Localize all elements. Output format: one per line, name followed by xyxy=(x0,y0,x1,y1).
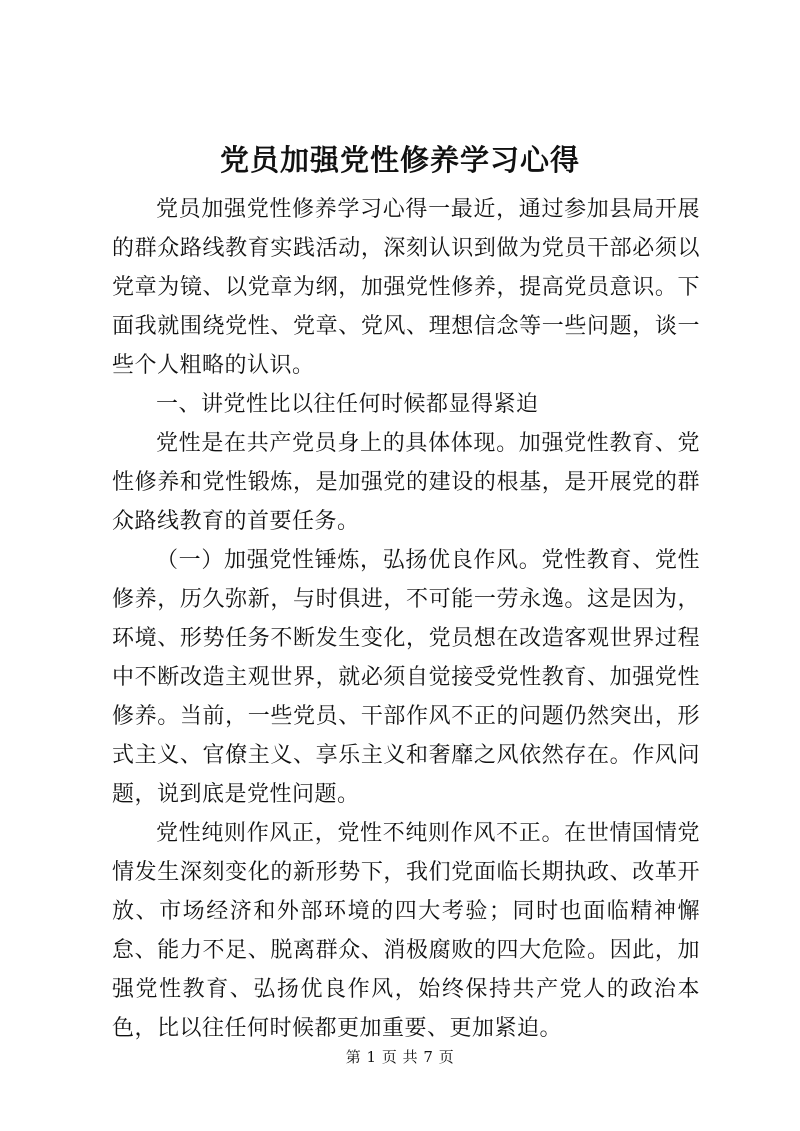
paragraph-intro: 党员加强党性修养学习心得一最近，通过参加县局开展的群众路线教育实践活动，深刻认识到做为党员干部必须以党章为镜、以党章为纲，加强党性修养，提高党员意识。下面我就围绕党性、党章、党风、理想信念等一些问题，谈一些个人粗略的认识。 xyxy=(112,197,700,378)
paragraph-party-spirit: 党性是在共产党员身上的具体体现。加强党性教育、党性修养和党性锻炼，是加强党的建设的根基，是开展党的群众路线教育的首要任务。 xyxy=(112,431,700,534)
page-footer: 第 1 页 共 7 页 xyxy=(345,1048,455,1066)
document-body xyxy=(112,190,700,1048)
subsection-heading-1: （一）加强党性锤炼，弘扬优良作风。党性教育、党性修养，历久弥新，与时俱进，不可能一劳永逸。这是因为，环境、形势任务不断发生变化，党员想在改造客观世界过程中不断改造主观世界，就必须自觉接受党性教育、加强党性修养。当前，一些党员、干部作风不正的问题仍然突出，形式主义、官僚主义、享乐主义和奢靡之风依然存在。作风问题，说到底是党性问题。 xyxy=(112,548,700,807)
document-title: 党员加强党性修养学习心得 xyxy=(219,143,580,177)
section-heading-1: 一、讲党性比以往任何时候都显得紧迫 xyxy=(156,392,539,417)
paragraph-conclusion: 党性纯则作风正，党性不纯则作风不正。在世情国情党情发生深刻变化的新形势下，我们党面临长期执政、改革开放、市场经济和外部环境的四大考验；同时也面临精神懈怠、能力不足、脱离群众、消极腐败的四大危险。因此，加强党性教育、弘扬优良作风，始终保持共产党人的政治本色，比以往任何时候都更加重要、更加紧迫。 xyxy=(112,821,700,1041)
